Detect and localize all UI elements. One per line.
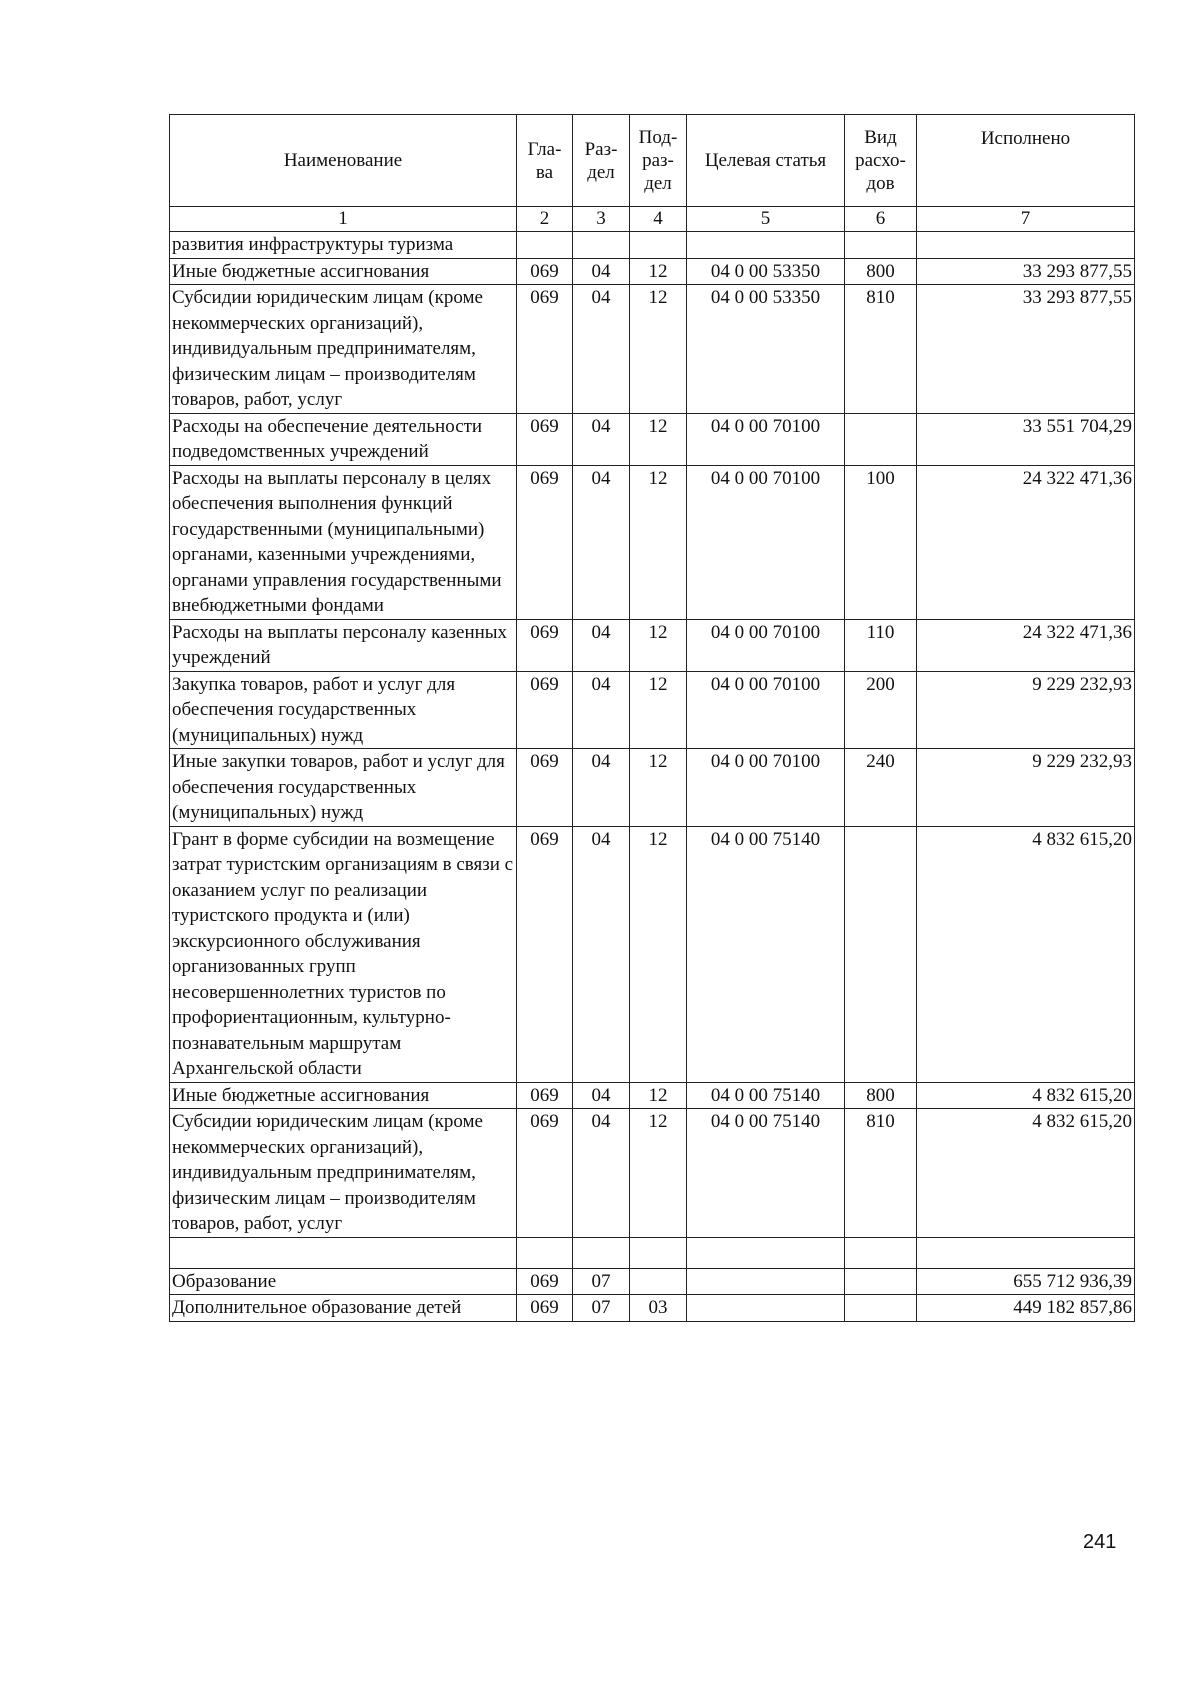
table-row (170, 258, 1135, 285)
row-glava: 069 (517, 826, 573, 1082)
row-glava: 069 (517, 749, 573, 827)
row-razdel: 04 (573, 1082, 630, 1109)
row-name: Субсидии юридическим лицам (кроме некоммерческих организаций), индивидуальным предпринимателям, физическим лицам – производителям товаров, работ, услуг (170, 1109, 517, 1238)
row-name: Расходы на обеспечение деятельности подведомственных учреждений (170, 413, 517, 465)
row-vid: 800 (845, 258, 917, 285)
table-row (170, 1295, 1135, 1322)
row-podrazdel: 12 (630, 413, 687, 465)
row-glava: 069 (517, 671, 573, 749)
row-razdel: 04 (573, 413, 630, 465)
row-podrazdel: 12 (630, 671, 687, 749)
row-celevaya: 04 0 00 75140 (687, 1082, 845, 1109)
row-vid (845, 1237, 917, 1268)
row-celevaya: 04 0 00 70100 (687, 671, 845, 749)
header-ispolneno: Исполнено (917, 115, 1135, 207)
row-amount: 9 229 232,93 (917, 671, 1135, 749)
row-razdel: 04 (573, 465, 630, 619)
row-name: Закупка товаров, работ и услуг для обеспечения государственных (муниципальных) нужд (170, 671, 517, 749)
header-celevaya: Целевая статья (687, 115, 845, 207)
column-number: 1 (170, 207, 517, 232)
row-podrazdel: 12 (630, 285, 687, 414)
row-celevaya: 04 0 00 70100 (687, 413, 845, 465)
row-amount: 4 832 615,20 (917, 826, 1135, 1082)
row-name: Иные бюджетные ассигнования (170, 1082, 517, 1109)
row-name (170, 1237, 517, 1268)
row-podrazdel: 12 (630, 258, 687, 285)
row-razdel: 04 (573, 749, 630, 827)
row-podrazdel: 12 (630, 619, 687, 671)
row-amount: 449 182 857,86 (917, 1295, 1135, 1322)
row-name: Иные закупки товаров, работ и услуг для обеспечения государственных (муниципальных) нужд (170, 749, 517, 827)
row-amount: 33 293 877,55 (917, 258, 1135, 285)
row-glava: 069 (517, 1295, 573, 1322)
row-name: развития инфраструктуры туризма (170, 232, 517, 259)
row-vid: 240 (845, 749, 917, 827)
row-razdel (573, 1237, 630, 1268)
row-celevaya: 04 0 00 70100 (687, 619, 845, 671)
row-razdel: 07 (573, 1295, 630, 1322)
row-glava: 069 (517, 1082, 573, 1109)
row-name: Иные бюджетные ассигнования (170, 258, 517, 285)
header-glava: Гла- ва (517, 115, 573, 207)
row-celevaya (687, 232, 845, 259)
row-vid (845, 413, 917, 465)
row-amount (917, 1237, 1135, 1268)
table-row (170, 826, 1135, 1082)
row-vid (845, 826, 917, 1082)
row-razdel: 04 (573, 671, 630, 749)
row-vid: 110 (845, 619, 917, 671)
row-name: Субсидии юридическим лицам (кроме некоммерческих организаций), индивидуальным предпринимателям, физическим лицам – производителям товаров, работ, услуг (170, 285, 517, 414)
row-vid (845, 1268, 917, 1295)
row-name: Образование (170, 1268, 517, 1295)
column-number: 6 (845, 207, 917, 232)
row-glava: 069 (517, 1268, 573, 1295)
column-number: 4 (630, 207, 687, 232)
row-vid: 810 (845, 1109, 917, 1238)
row-razdel: 04 (573, 619, 630, 671)
row-podrazdel: 12 (630, 749, 687, 827)
row-amount: 4 832 615,20 (917, 1082, 1135, 1109)
header-podrazdel: Под- раз- дел (630, 115, 687, 207)
row-razdel: 04 (573, 826, 630, 1082)
column-number: 2 (517, 207, 573, 232)
row-vid: 100 (845, 465, 917, 619)
row-glava (517, 1237, 573, 1268)
row-name: Расходы на выплаты персоналу казенных учреждений (170, 619, 517, 671)
row-razdel: 07 (573, 1268, 630, 1295)
row-celevaya (687, 1268, 845, 1295)
table-row (170, 285, 1135, 414)
row-amount: 24 322 471,36 (917, 465, 1135, 619)
table-row-blank (170, 1237, 1135, 1268)
row-amount: 33 293 877,55 (917, 285, 1135, 414)
row-razdel: 04 (573, 258, 630, 285)
row-glava: 069 (517, 619, 573, 671)
row-name: Расходы на выплаты персоналу в целях обеспечения выполнения функций государственными (муниципальными) органами, казенными учреждениями, органами управления государственными внебюджетными фондами (170, 465, 517, 619)
table-row (170, 749, 1135, 827)
row-glava (517, 232, 573, 259)
row-name: Дополнительное образование детей (170, 1295, 517, 1322)
row-celevaya: 04 0 00 75140 (687, 826, 845, 1082)
row-vid: 200 (845, 671, 917, 749)
column-number: 3 (573, 207, 630, 232)
row-podrazdel (630, 1237, 687, 1268)
row-podrazdel: 12 (630, 1109, 687, 1238)
row-vid: 800 (845, 1082, 917, 1109)
table-row (170, 465, 1135, 619)
row-podrazdel: 12 (630, 826, 687, 1082)
header-razdel: Раз- дел (573, 115, 630, 207)
row-celevaya: 04 0 00 75140 (687, 1109, 845, 1238)
column-number: 7 (917, 207, 1135, 232)
row-razdel: 04 (573, 285, 630, 414)
row-glava: 069 (517, 1109, 573, 1238)
table-row (170, 1082, 1135, 1109)
row-vid: 810 (845, 285, 917, 414)
row-amount: 655 712 936,39 (917, 1268, 1135, 1295)
page-number: 241 (1083, 1531, 1117, 1553)
row-razdel: 04 (573, 1109, 630, 1238)
row-amount: 4 832 615,20 (917, 1109, 1135, 1238)
row-glava: 069 (517, 285, 573, 414)
row-glava: 069 (517, 413, 573, 465)
table-row (170, 619, 1135, 671)
row-celevaya: 04 0 00 70100 (687, 749, 845, 827)
row-celevaya: 04 0 00 70100 (687, 465, 845, 619)
table-row (170, 1109, 1135, 1238)
row-amount: 33 551 704,29 (917, 413, 1135, 465)
table-row (170, 671, 1135, 749)
row-glava: 069 (517, 258, 573, 285)
row-celevaya (687, 1237, 845, 1268)
row-amount: 9 229 232,93 (917, 749, 1135, 827)
header-name: Наименование (170, 115, 517, 207)
row-podrazdel: 03 (630, 1295, 687, 1322)
row-vid (845, 1295, 917, 1322)
table-row (170, 413, 1135, 465)
header-row (170, 115, 1135, 207)
row-vid (845, 232, 917, 259)
header-vid: Вид расхо- дов (845, 115, 917, 207)
row-name: Грант в форме субсидии на возмещение затрат туристским организациям в связи с оказанием услуг по реализации туристского продукта и (или) экскурсионного обслуживания организованных групп несовершеннолетних туристов по профориентационным, культурно-познавательным маршрутам Архангельской области (170, 826, 517, 1082)
row-amount (917, 232, 1135, 259)
table-body (170, 232, 1135, 1322)
column-number-row (170, 207, 1135, 232)
budget-table (169, 114, 1135, 1322)
table-row (170, 1268, 1135, 1295)
column-number: 5 (687, 207, 845, 232)
row-razdel (573, 232, 630, 259)
row-celevaya (687, 1295, 845, 1322)
row-podrazdel: 12 (630, 465, 687, 619)
row-amount: 24 322 471,36 (917, 619, 1135, 671)
row-celevaya: 04 0 00 53350 (687, 258, 845, 285)
row-podrazdel (630, 232, 687, 259)
row-podrazdel (630, 1268, 687, 1295)
table-row (170, 232, 1135, 259)
row-glava: 069 (517, 465, 573, 619)
row-celevaya: 04 0 00 53350 (687, 285, 845, 414)
row-podrazdel: 12 (630, 1082, 687, 1109)
